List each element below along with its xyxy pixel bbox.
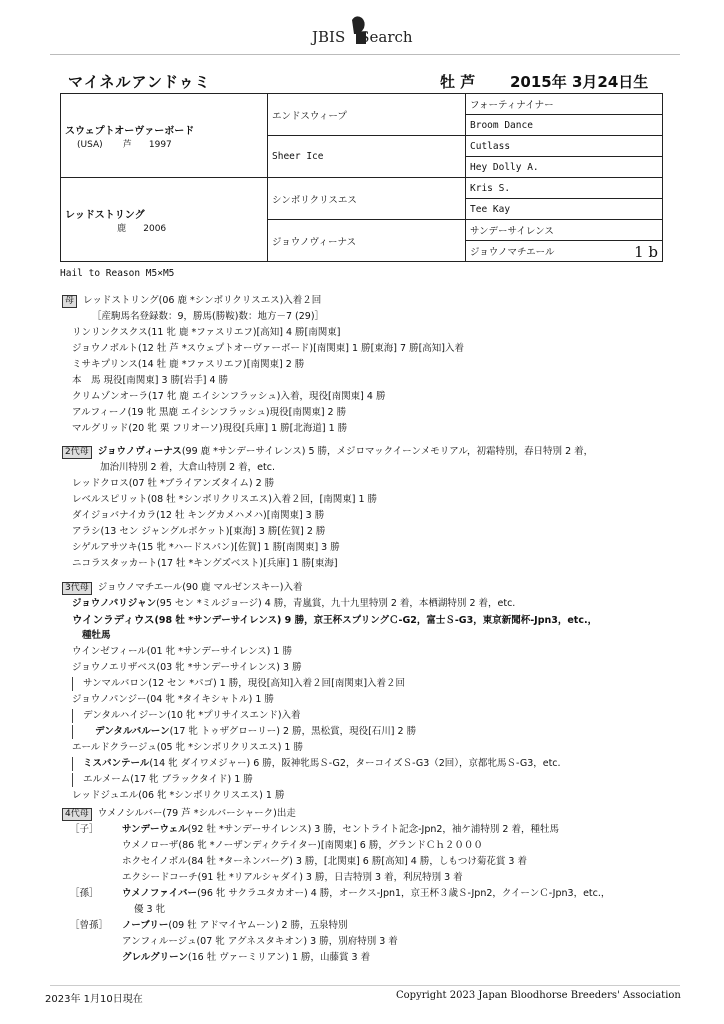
g2-line: レベルスピリット(08 牡 *シンボリクリスエス)入着２回，[南関東] 1 勝 [72,494,378,505]
dam-line: クリムゾンオーラ(17 牝 鹿 エイシンフラッシュ)入着，現役[南関東] 4 勝 [72,391,386,402]
sire-name: スウェプトオーヴァーボード [65,125,195,137]
dam-line: リンリンクスクス(11 牝 鹿 *ファスリエフ)[高知] 4 勝[南関東] [72,327,341,338]
g3-l10-name: ミスパンテール [83,758,150,769]
sex-color: 牡 芦 [440,73,476,91]
g3-l4: ジョウノエリザベス(03 牝 *サンデーサイレンス) 3 勝 [72,662,302,673]
g2-line: ダイジョバナイカラ(12 牡 キングカメハメハ)[南関東] 3 勝 [72,510,325,521]
g2-head: (99 鹿 *サンデーサイレンス) 5 勝，メジロマックイーンメモリアル，初霜特別，春日特別 2 着， [181,446,594,457]
g3-l1-name: ジョウノパリジャン [72,598,157,609]
tree-bar [72,709,73,723]
sire-cell [61,94,268,178]
g3-l3: ウインゼフィール(01 牝 *サンデーサイレンス) 1 勝 [72,646,292,657]
tree-bar [72,725,73,739]
g4-tag: 4代母 [62,808,92,821]
dam-line: ジョウノボルト(12 牡 芦 *スウェプトオーヴァーボード)[南関東] 1 勝[東海] 7 勝[高知]入着 [72,343,464,354]
g4-c4: エクシードコーチ(91 牡 *リアルシャダイ) 3 勝，日吉特別 3 着，利尻特別 3 着 [122,872,463,883]
g4-s3: (16 牡 ヴァーミリアン) 1 勝，山藤賞 3 着 [187,952,371,963]
g3-l12: レッドジュエル(06 牝 *シンボリクリスエス) 1 勝 [72,790,285,801]
g3-l10: (14 牝 ダイワメジャー) 6 勝，阪神牝馬Ｓ-G2，ターコイズＳ-G3（2回），京都牝馬Ｓ-G3，etc. [149,758,561,769]
dam-cell [61,178,268,262]
g4-s1-name: ノーブリー [122,920,169,931]
great-tag: ［曾孫］ [70,920,109,931]
sire-info [65,137,263,150]
g4-s2: アンフィルージュ(07 牝 アグネスタキオン) 3 勝，別府特別 3 着 [122,936,398,947]
g2-line: シゲルアサツキ(15 牝 *ハードスパン)[佐賀] 1 勝[南関東] 3 勝 [72,542,340,553]
inbreeding-text: Hail to Reason M5×M5 [60,268,175,279]
dam-color: 鹿 [117,223,127,234]
dss-cell: Kris S. [466,178,663,199]
g2-section [62,444,682,572]
dam-tag: 母 [62,295,77,308]
g3-section [62,580,682,804]
g4-g1: (96 牝 サクラユタカオー) 4 勝，オークス-Jpn1，京王杯３歳Ｓ-Jpn2，クイーンＣ-Jpn3，etc.， [197,888,611,899]
dam-info [65,221,263,234]
g3-l2-cont: 種牡馬 [82,630,111,641]
g2-line: ニコラスタッカート(17 牡 *キングズベスト)[兵庫] 1 勝[東海] [72,558,338,569]
g4-g1-name: ウメノファイバー [122,888,198,899]
g3-l2-name: ウインラディウス [72,614,155,626]
logo-jbis: JBIS [312,28,346,46]
g3-l8-name: デンタルバルーン [95,726,170,737]
as-of-date: 2023年 1月10日現在 [45,994,143,1005]
g4-c2: ウメノローザ(86 牝 *ノーザンディクテイター)[南関東] 6 勝，グランドＣｈ２０００ [122,840,483,851]
dam-line: 本 馬 現役[南関東] 3 勝[岩手] 4 勝 [72,375,229,386]
dam-section [62,293,682,437]
ddd-name: ジョウノマチエール [470,247,555,258]
g3-l2: (98 牡 *サンデーサイレンス) 9 勝，京王杯スプリングＣ-G2，富士Ｓ-G3，東京新聞杯-Jpn3，etc.， [154,615,598,626]
tree-bar [72,677,73,691]
ds-cell: シンボリクリスエス [268,178,466,220]
sss-cell: フォーティナイナー [466,94,663,115]
g2-head-name: ジョウノヴィーナス [97,446,182,457]
sds-cell: Cutlass [466,136,663,157]
g3-l5: サンマルバロン(12 セン *パゴ) 1 勝，現役[高知]入着２回[南関東]入着２回 [83,678,406,689]
g2-tag: 2代母 [62,446,92,459]
g4-c1: (92 牡 *サンデーサイレンス) 3 勝，セントライト記念-Jpn2，袖ケ浦特別 2 着，種牡馬 [187,824,559,835]
tree-bar [72,757,73,771]
g2-line: レッドクロス(07 牡 *ブライアンズタイム) 2 勝 [72,478,275,489]
dsd-cell: Tee Kay [466,199,663,220]
g4-g1-cont: 優 3 牝 [134,904,166,915]
g4-c3: ホクセイノボル(84 牡 *ターネンバーグ) 3 勝，[北関東] 6 勝[高知] 4 勝，しもつけ菊花賞 3 着 [122,856,527,867]
sire-color: 芦 [122,139,132,150]
g3-l8: (17 牝 トゥザグローリー) 2 勝，黒松賞，現役[石川] 2 勝 [169,726,417,737]
g3-l7: デンタルハイジーン(10 牝 *プリサイスエンド)入着 [83,710,301,721]
dam-name: レッドストリング [65,209,145,221]
g4-s3-name: グレルグリーン [122,952,188,963]
g3-tag: 3代母 [62,582,92,595]
sdd-cell: Hey Dolly A. [466,157,663,178]
tree-bar [72,773,73,787]
horse-name: マイネルアンドゥミ [68,73,211,91]
birth-date: 2015年 3月24日生 [510,73,649,91]
grand-tag: ［孫］ [70,888,99,899]
g3-l6: ジョウノパンジー(04 牝 *タイキシャトル) 1 勝 [72,694,274,705]
top-divider [50,54,680,55]
family-number: 1 b [634,243,658,261]
sire-country: (USA) [77,139,103,150]
ssd-cell: Broom Dance [466,115,663,136]
dds-cell: サンデーサイレンス [466,220,663,241]
g4-c1-name: サンデーウェル [122,824,188,835]
logo-search: Search [359,28,413,46]
g2-line: アラシ(13 セン ジャングルポケット)[東海] 3 勝[佐賀] 2 勝 [72,526,326,537]
g4-s1: (09 牡 アドマイヤムーン) 2 勝，五泉特別 [168,920,348,931]
dam-line: ［産駒馬名登録数：9，勝馬(勝鞍)数：地方－7 (29)］ [92,311,325,322]
g3-l9: エールドクラージュ(05 牝 *シンボリクリスエス) 1 勝 [72,742,303,753]
jbis-logo[interactable] [312,14,432,48]
g4-section [62,806,682,966]
child-tag: ［子］ [70,824,99,835]
copyright: Copyright 2023 Japan Bloodhorse Breeders' Association [396,990,681,1001]
dd-cell: ジョウノヴィーナス [268,220,466,262]
g3-head: ジョウノマチエール(90 鹿 マルゼンスキー)入着 [97,582,303,593]
pedigree-table [60,93,663,262]
dam-year: 2006 [143,223,167,234]
g3-l1: (95 セン *ミルジョージ) 4 勝，青嵐賞，九十九里特別 2 着，本栖湖特別 2 着，etc. [156,598,516,609]
logo-text [312,28,413,46]
g3-l11: エルメーム(17 牝 ブラックタイド) 1 勝 [83,774,253,785]
sd-cell: Sheer Ice [268,136,466,178]
dam-line: ミサキプリンス(14 牡 鹿 *ファスリエフ)[南関東] 2 勝 [72,359,305,370]
dam-head: レッドストリング(06 鹿 *シンボリクリスエス)入着２回 [83,295,322,306]
sire-year: 1997 [148,139,172,150]
g2-head-cont: 加治川特別 2 着，大倉山特別 2 着，etc. [100,462,275,473]
ddd-cell [466,241,663,262]
bottom-divider [50,985,680,986]
dam-line: アルフィーノ(19 牝 黒鹿 エイシンフラッシュ)現役[南関東] 2 勝 [72,407,347,418]
ss-cell: エンドスウィープ [268,94,466,136]
dam-line: マルグリッド(20 牝 栗 フリオーソ)現役[兵庫] 1 勝[北海道] 1 勝 [72,423,348,434]
g4-head: ウメノシルバー(79 芦 *シルバーシャーク)出走 [97,808,296,819]
